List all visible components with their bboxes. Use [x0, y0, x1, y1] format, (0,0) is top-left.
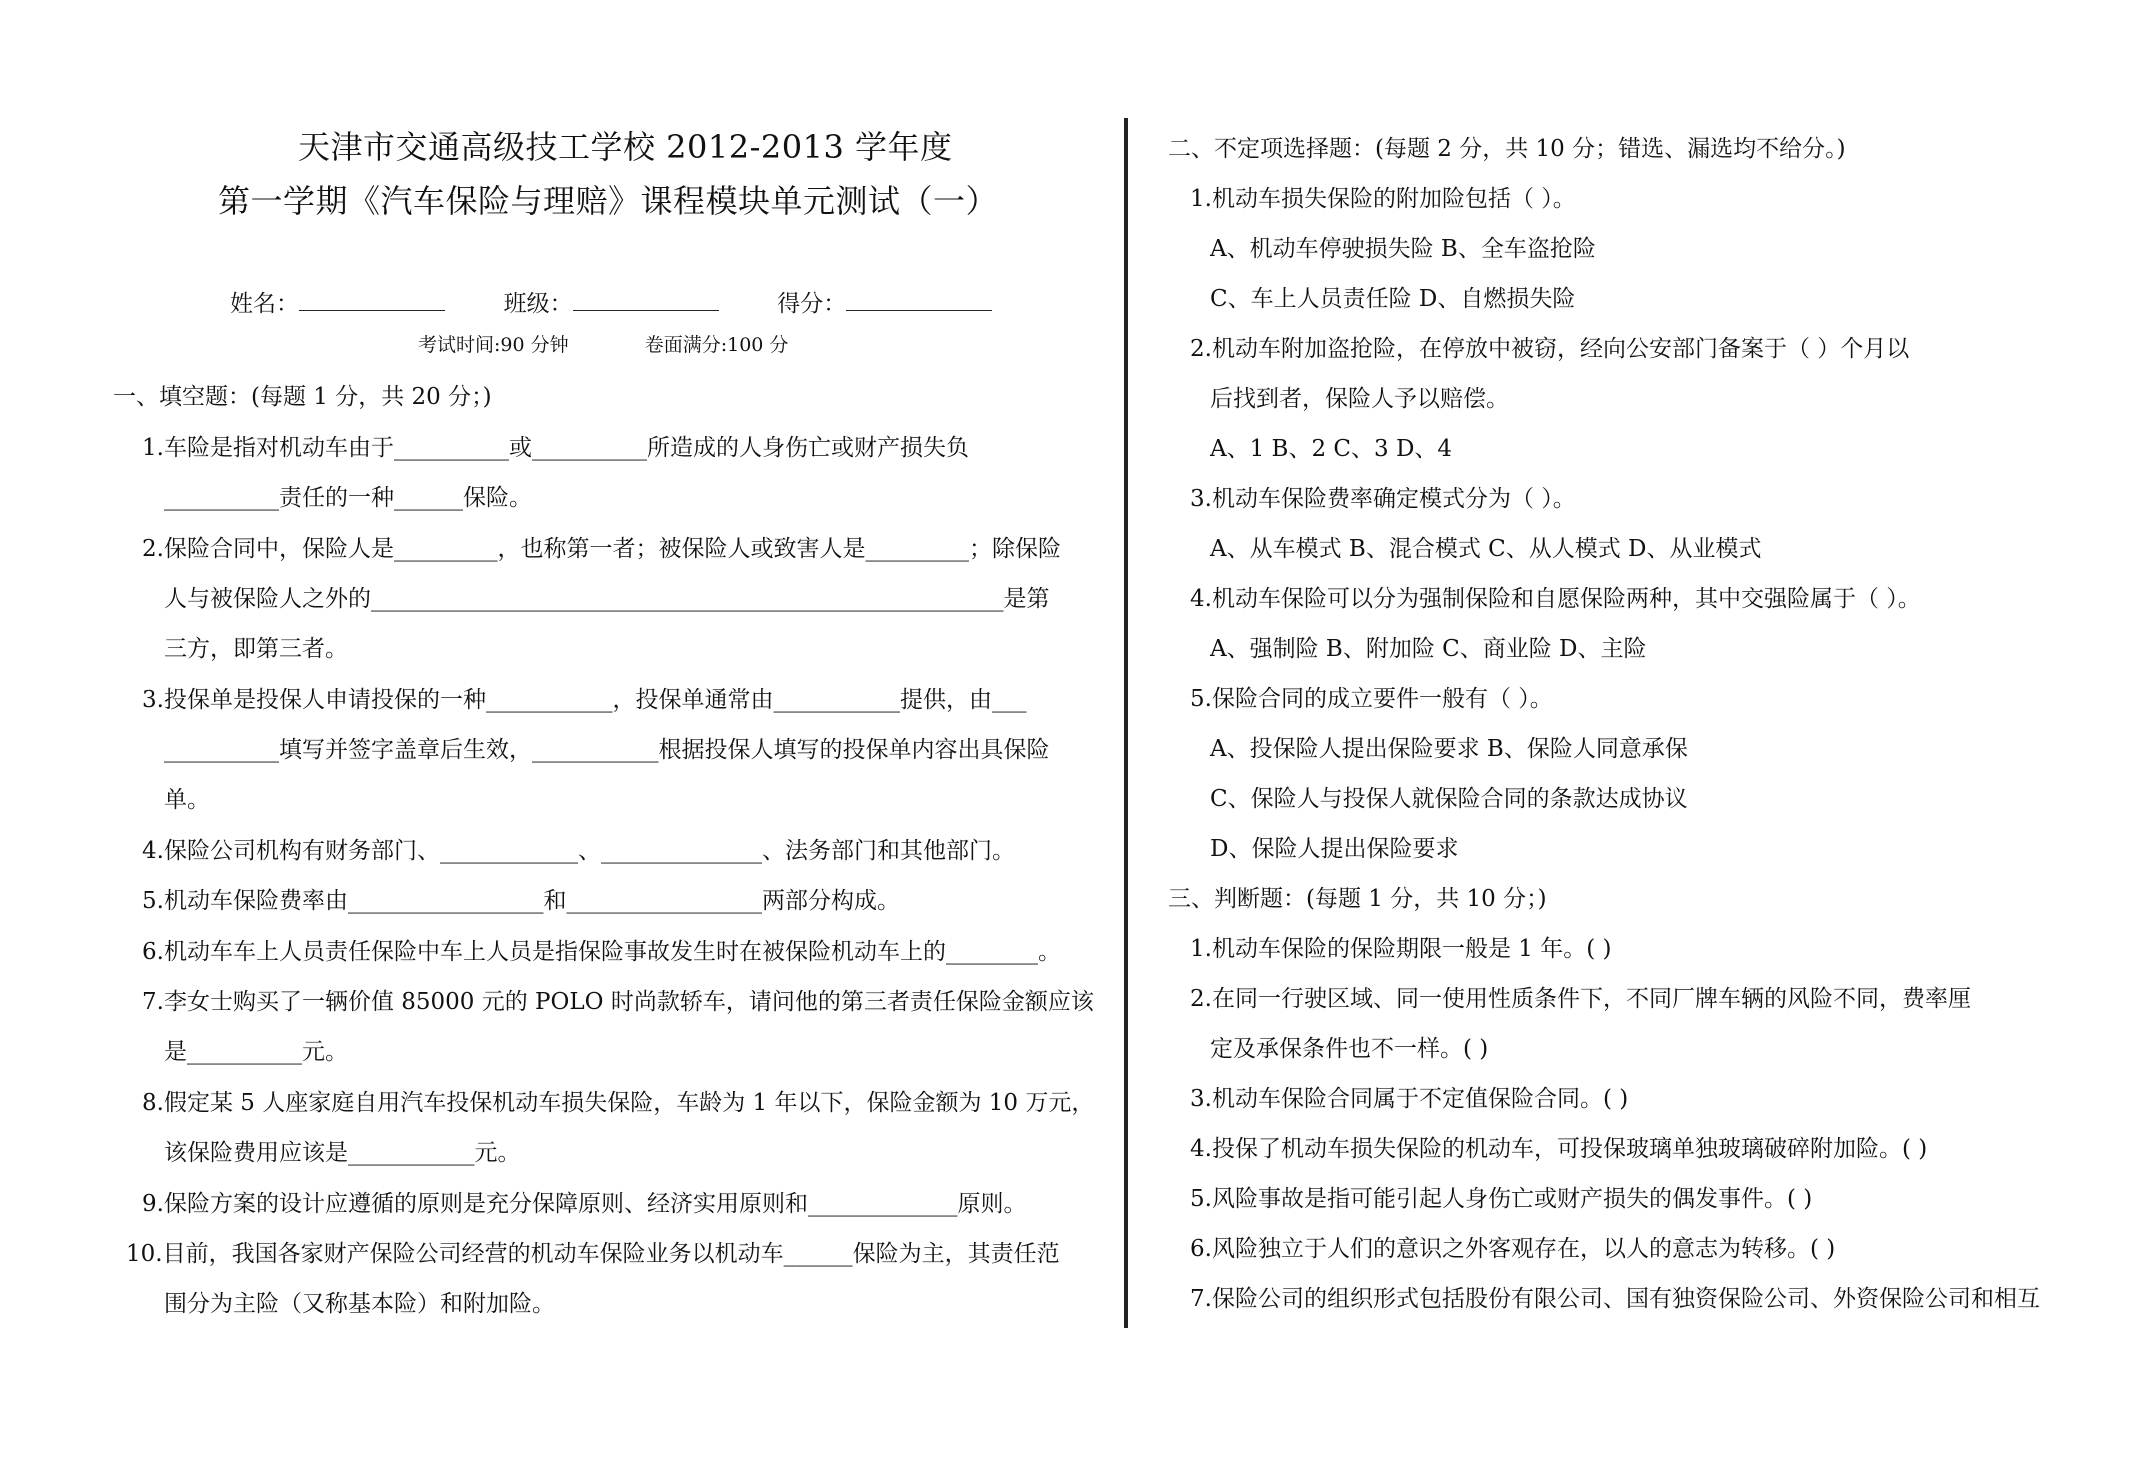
- mc2-options: A、1 B、2 C、3 D、4: [1210, 436, 1453, 462]
- tf1: 1.机动车保险的保险期限一般是 1 年。( ): [1190, 936, 1612, 962]
- mc5-question: 5.保险合同的成立要件一般有（ ）。: [1190, 686, 1553, 712]
- q9-line1: 9.保险方案的设计应遵循的原则是充分保障原则、经济实用原则和_____________原则。: [142, 1191, 1027, 1217]
- exam-title-line1: 天津市交通高级技工学校 2012-2013 学年度: [298, 128, 953, 166]
- mc1-options-ab: A、机动车停驶损失险 B、全车盗抢险: [1210, 236, 1596, 262]
- exam-title-line2: 第一学期《汽车保险与理赔》课程模块单元测试（一）: [218, 182, 999, 220]
- tf6: 6.风险独立于人们的意识之外客观存在，以人的意志为转移。( ): [1190, 1236, 1836, 1262]
- q7-line1: 7.李女士购买了一辆价值 85000 元的 POLO 时尚款轿车，请问他的第三者责任保险金额应该: [142, 989, 1094, 1015]
- q4-line1: 4.保险公司机构有财务部门、____________、______________、法务部门和其他部门。: [142, 838, 1015, 864]
- tf7-line1: 7.保险公司的组织形式包括股份有限公司、国有独资保险公司、外资保险公司和相互: [1190, 1286, 2040, 1312]
- score-label: 得分：: [777, 291, 847, 317]
- column-divider: [1124, 118, 1128, 1328]
- tf3: 3.机动车保险合同属于不定值保险合同。( ): [1190, 1086, 1629, 1112]
- mc3-question: 3.机动车保险费率确定模式分为（ ）。: [1190, 486, 1576, 512]
- full-score: 卷面满分:100 分: [644, 334, 789, 356]
- q2-line3: 三方，即第三者。: [164, 636, 348, 662]
- tf2-line2: 定及承保条件也不一样。( ): [1210, 1036, 1489, 1062]
- mc1-options-cd: C、车上人员责任险 D、自燃损失险: [1210, 286, 1576, 312]
- tf2-line1: 2.在同一行驶区域、同一使用性质条件下，不同厂牌车辆的风险不同，费率厘: [1190, 986, 1971, 1012]
- mc5-option-d: D、保险人提出保险要求: [1210, 836, 1459, 862]
- mc2-question-line2: 后找到者，保险人予以赔偿。: [1210, 386, 1509, 412]
- name-field[interactable]: [299, 284, 445, 311]
- q2-line2: 人与被保险人之外的_______________________________________________________是第: [164, 586, 1050, 612]
- q2-line1: 2.保险合同中，保险人是_________，也称第一者；被保险人或致害人是_________；除保险: [142, 536, 1061, 562]
- q7-line2: 是__________元。: [164, 1039, 348, 1065]
- section3-heading: 三、判断题：(每题 1 分，共 10 分；): [1168, 886, 1547, 912]
- mc4-question: 4.机动车保险可以分为强制保险和自愿保险两种，其中交强险属于（ ）。: [1190, 586, 1921, 612]
- student-info-row: [230, 284, 992, 318]
- q6-line1: 6.机动车车上人员责任保险中车上人员是指保险事故发生时在被保险机动车上的________。: [142, 939, 1061, 965]
- q8-line1: 8.假定某 5 人座家庭自用汽车投保机动车损失保险，车龄为 1 年以下，保险金额为 10 万元，: [142, 1090, 1095, 1116]
- mc4-options: A、强制险 B、附加险 C、商业险 D、主险: [1210, 636, 1647, 662]
- exam-time: 考试时间:90 分钟: [418, 334, 569, 356]
- name-label: 姓名：: [230, 291, 299, 317]
- q10-line2: 围分为主险（又称基本险）和附加险。: [164, 1291, 555, 1317]
- q3-line3: 单。: [164, 787, 210, 813]
- q5-line1: 5.机动车保险费率由_________________和_________________两部分构成。: [142, 888, 900, 914]
- tf5: 5.风险事故是指可能引起人身伤亡或财产损失的偶发事件。( ): [1190, 1186, 1813, 1212]
- mc1-question: 1.机动车损失保险的附加险包括（ ）。: [1190, 186, 1576, 212]
- exam-meta: [418, 330, 788, 357]
- q3-line1: 3.投保单是投保人申请投保的一种___________，投保单通常由___________提供，由___: [142, 687, 1027, 713]
- section2-heading: 二、不定项选择题：(每题 2 分，共 10 分；错选、漏选均不给分。): [1168, 136, 1846, 162]
- section1-heading: 一、填空题：(每题 1 分，共 20 分；): [113, 384, 492, 410]
- mc3-options: A、从车模式 B、混合模式 C、从人模式 D、从业模式: [1210, 536, 1762, 562]
- class-label: 班级：: [503, 291, 573, 317]
- score-field[interactable]: [846, 284, 992, 311]
- mc5-options-ab: A、投保险人提出保险要求 B、保险人同意承保: [1210, 736, 1688, 762]
- q1-line1: 1.车险是指对机动车由于__________或__________所造成的人身伤亡或财产损失负: [142, 435, 969, 461]
- q1-line2: __________责任的一种______保险。: [164, 485, 532, 511]
- q8-line2: 该保险费用应该是___________元。: [164, 1140, 521, 1166]
- tf4: 4.投保了机动车损失保险的机动车，可投保玻璃单独玻璃破碎附加险。( ): [1190, 1136, 1928, 1162]
- q10-line1: 10.目前，我国各家财产保险公司经营的机动车保险业务以机动车______保险为主，其责任范: [126, 1241, 1060, 1267]
- mc5-option-c: C、保险人与投保人就保险合同的条款达成协议: [1210, 786, 1688, 812]
- q3-line2: __________填写并签字盖章后生效，___________根据投保人填写的投保单内容出具保险: [164, 737, 1050, 763]
- mc2-question-line1: 2.机动车附加盗抢险，在停放中被窃，经向公安部门备案于（ ）个月以: [1190, 336, 1910, 362]
- class-field[interactable]: [573, 284, 719, 311]
